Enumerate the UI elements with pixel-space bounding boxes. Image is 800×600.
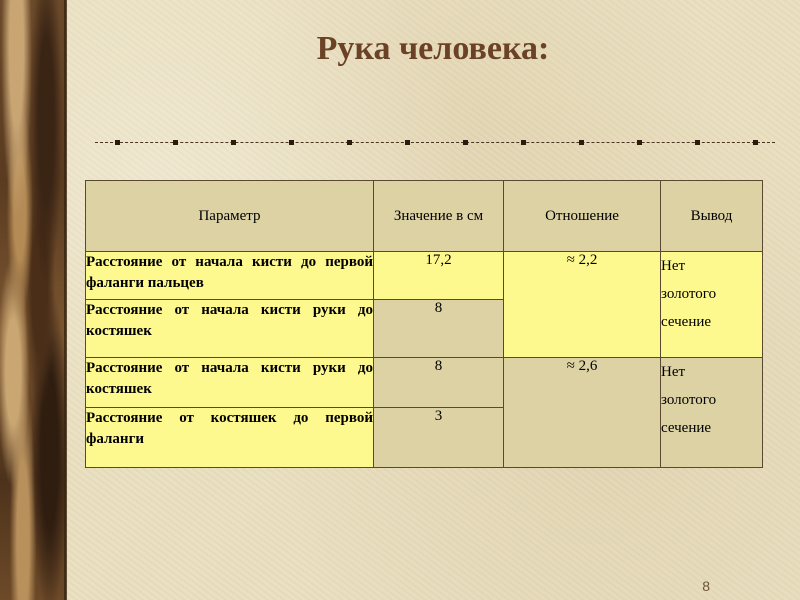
side-strip-edge [64, 0, 67, 600]
divider-dot [637, 140, 642, 145]
hand-measurements-table [85, 180, 763, 468]
slide-title: Рука человека: [316, 30, 550, 67]
divider-dot [115, 140, 120, 145]
divider-line [95, 142, 775, 143]
value-cell: 3 [374, 408, 504, 468]
ratio-cell: ≈ 2,6 [504, 358, 661, 468]
conclusion-line: сечение [661, 314, 712, 330]
parameter-cell: Расстояние от начала кисти руки до костяшек [86, 300, 374, 358]
divider-dot [695, 140, 700, 145]
conclusion-line: сечение [661, 420, 712, 436]
divider-dot [405, 140, 410, 145]
divider-dot [173, 140, 178, 145]
header-conclusion: Вывод [661, 181, 763, 252]
conclusion-cell [661, 252, 763, 358]
header-value: Значение в см [374, 181, 504, 252]
value-cell: 17,2 [374, 252, 504, 300]
divider-dot [347, 140, 352, 145]
divider-dot [463, 140, 468, 145]
conclusion-line: Нет [661, 258, 686, 274]
dashed-divider [95, 140, 775, 146]
conclusion-cell [661, 358, 763, 468]
parameter-cell: Расстояние от костяшек до первой фаланги [86, 408, 374, 468]
value-cell: 8 [374, 300, 504, 358]
value-cell: 8 [374, 358, 504, 408]
divider-dot [231, 140, 236, 145]
divider-dot [521, 140, 526, 145]
divider-dot [289, 140, 294, 145]
table-row [86, 358, 763, 408]
header-ratio: Отношение [504, 181, 661, 252]
ratio-cell: ≈ 2,2 [504, 252, 661, 358]
conclusion-line: Нет [661, 364, 686, 380]
conclusion-line: золотого [661, 392, 717, 408]
conclusion-line: золотого [661, 286, 717, 302]
table-header-row [86, 181, 763, 252]
divider-dot [579, 140, 584, 145]
decorative-side-strip [0, 0, 66, 600]
parameter-cell: Расстояние от начала кисти руки до костяшек [86, 358, 374, 408]
header-parameter: Параметр [86, 181, 374, 252]
divider-dot [753, 140, 758, 145]
table-row [86, 252, 763, 300]
page-number: 8 [702, 578, 710, 594]
parameter-cell: Расстояние от начала кисти до первой фаланги пальцев [86, 252, 374, 300]
